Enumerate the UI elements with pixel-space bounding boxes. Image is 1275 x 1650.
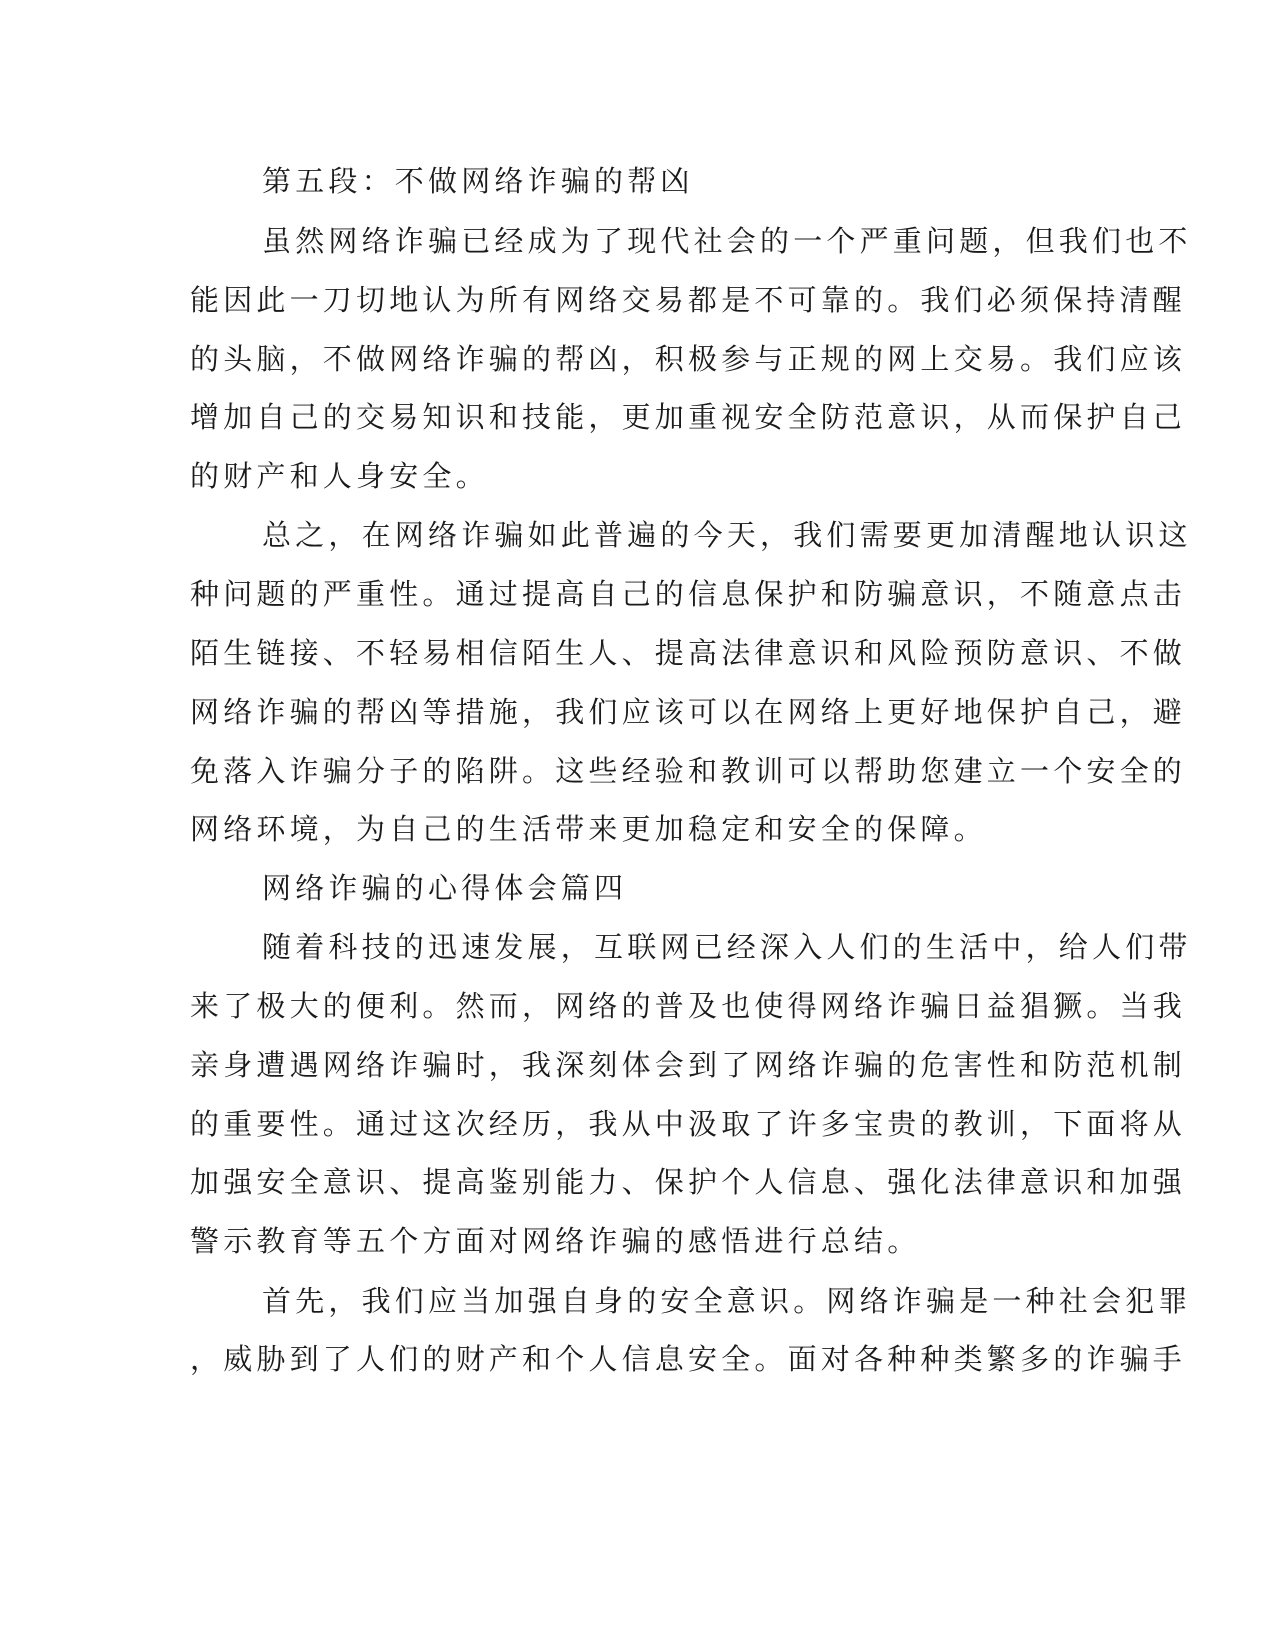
paragraph-line: 网络环境，为自己的生活带来更加稳定和安全的保障。	[190, 812, 987, 846]
paragraph-line: 警示教育等五个方面对网络诈骗的感悟进行总结。	[190, 1224, 921, 1258]
paragraph-line: 虽然网络诈骗已经成为了现代社会的一个严重问题，但我们也不	[262, 224, 1192, 258]
paragraph-line: 加强安全意识、提高鉴别能力、保护个人信息、强化法律意识和加强	[190, 1165, 1187, 1199]
paragraph-line: 的头脑，不做网络诈骗的帮凶，积极参与正规的网上交易。我们应该	[190, 342, 1187, 376]
paragraph-line: 总之，在网络诈骗如此普遍的今天，我们需要更加清醒地认识这	[262, 518, 1192, 552]
paragraph-line: 首先，我们应当加强自身的安全意识。网络诈骗是一种社会犯罪	[262, 1284, 1192, 1318]
paragraph-line: 增加自己的交易知识和技能，更加重视安全防范意识，从而保护自己	[190, 400, 1187, 434]
paragraph-line: 的重要性。通过这次经历，我从中汲取了许多宝贵的教训，下面将从	[190, 1107, 1187, 1141]
paragraph-line: 随着科技的迅速发展，互联网已经深入人们的生活中，给人们带	[262, 930, 1192, 964]
paragraph-line: 网络诈骗的帮凶等措施，我们应该可以在网络上更好地保护自己，避	[190, 695, 1187, 729]
paragraph-line: 种问题的严重性。通过提高自己的信息保护和防骗意识，不随意点击	[190, 577, 1187, 611]
paragraph-line: 能因此一刀切地认为所有网络交易都是不可靠的。我们必须保持清醒	[190, 283, 1187, 317]
paragraph-line: ，威胁到了人们的财产和个人信息安全。面对各种种类繁多的诈骗手	[190, 1342, 1187, 1376]
paragraph-line: 的财产和人身安全。	[190, 459, 489, 493]
article-title: 网络诈骗的心得体会篇四	[262, 871, 628, 905]
section-heading: 第五段：不做网络诈骗的帮凶	[262, 164, 694, 198]
paragraph-line: 陌生链接、不轻易相信陌生人、提高法律意识和风险预防意识、不做	[190, 636, 1187, 670]
paragraph-line: 亲身遭遇网络诈骗时，我深刻体会到了网络诈骗的危害性和防范机制	[190, 1048, 1187, 1082]
paragraph-line: 来了极大的便利。然而，网络的普及也使得网络诈骗日益猖獗。当我	[190, 989, 1187, 1023]
paragraph-line: 免落入诈骗分子的陷阱。这些经验和教训可以帮助您建立一个安全的	[190, 754, 1187, 788]
